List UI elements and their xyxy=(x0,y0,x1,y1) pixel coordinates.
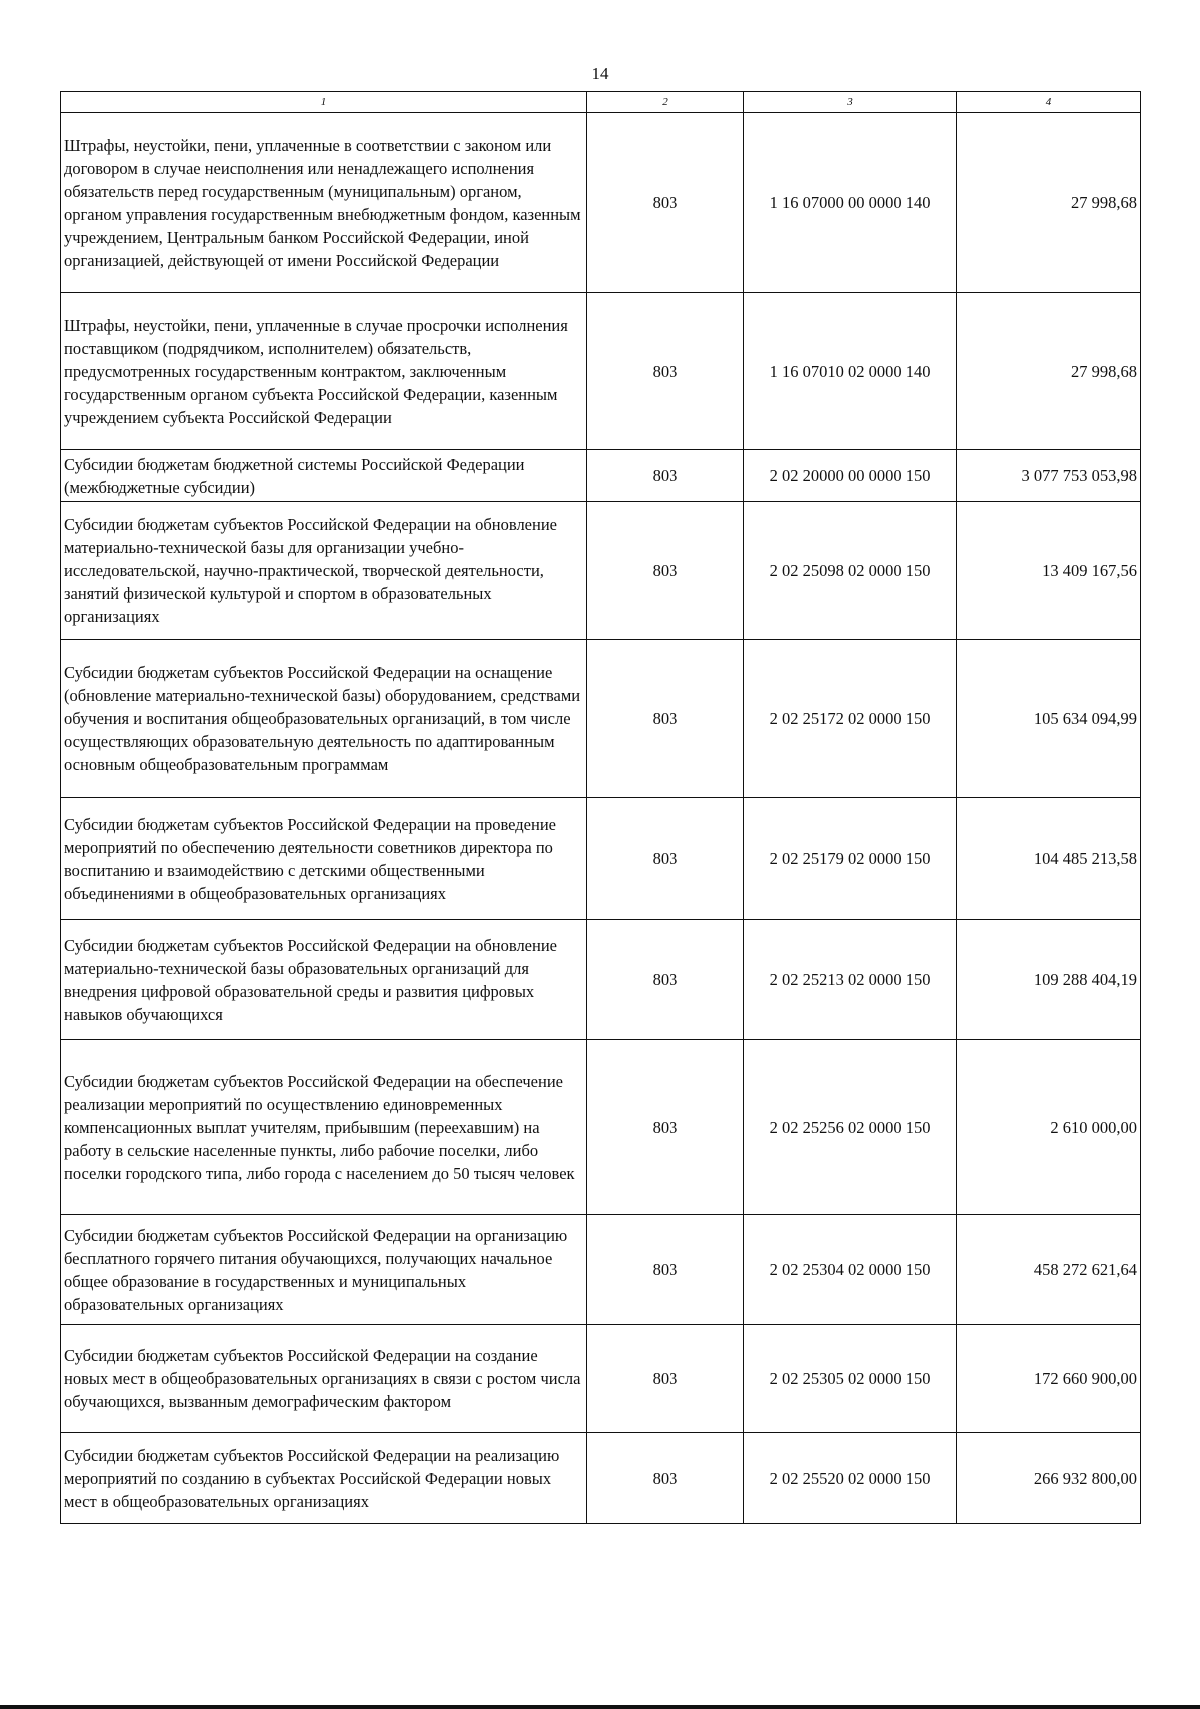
table-row xyxy=(61,920,1141,1040)
row-amount: 13 409 167,56 xyxy=(957,502,1141,640)
header-col-4: 4 xyxy=(957,92,1141,113)
row-admin-code: 803 xyxy=(587,1040,744,1215)
row-amount: 105 634 094,99 xyxy=(957,640,1141,798)
table-row xyxy=(61,1433,1141,1524)
row-description: Субсидии бюджетам субъектов Российской Федерации на оснащение (обновление материально-технической базы) оборудованием, средствами обучения и воспитания общеобразовательных организаций, в том числе осуществляющих образовательную деятельность по адаптированным основным общеобразовательным программам xyxy=(61,640,587,798)
row-budget-code: 2 02 25098 02 0000 150 xyxy=(744,502,957,640)
table-row xyxy=(61,450,1141,502)
row-amount: 2 610 000,00 xyxy=(957,1040,1141,1215)
table-row xyxy=(61,502,1141,640)
row-description: Субсидии бюджетам субъектов Российской Федерации на проведение мероприятий по обеспечению деятельности советников директора по воспитанию и взаимодействию с детскими общественными объединениями в общеобразовательных организациях xyxy=(61,798,587,920)
row-description: Штрафы, неустойки, пени, уплаченные в случае просрочки исполнения поставщиком (подрядчиком, исполнителем) обязательств, предусмотренных государственным контрактом, заключенным государственным органом субъекта Российской Федерации, казенным учреждением субъекта Российской Федерации xyxy=(61,293,587,450)
bottom-edge-line xyxy=(0,1705,1200,1709)
row-budget-code: 2 02 25172 02 0000 150 xyxy=(744,640,957,798)
row-admin-code: 803 xyxy=(587,293,744,450)
row-budget-code: 2 02 25305 02 0000 150 xyxy=(744,1325,957,1433)
page-number: 14 xyxy=(591,64,609,83)
table-row xyxy=(61,640,1141,798)
row-admin-code: 803 xyxy=(587,1433,744,1524)
row-amount: 3 077 753 053,98 xyxy=(957,450,1141,502)
row-amount: 266 932 800,00 xyxy=(957,1433,1141,1524)
row-budget-code: 2 02 25520 02 0000 150 xyxy=(744,1433,957,1524)
row-description: Штрафы, неустойки, пени, уплаченные в соответствии с законом или договором в случае неисполнения или ненадлежащего исполнения обязательств перед государственным (муниципальным) органом, органом управления государственным внебюджетным фондом, казенным учреждением, Центральным банком Российской Федерации, иной организацией, действующей от имени Российской Федерации xyxy=(61,113,587,293)
table-row xyxy=(61,113,1141,293)
row-budget-code: 2 02 20000 00 0000 150 xyxy=(744,450,957,502)
row-description: Субсидии бюджетам субъектов Российской Федерации на организацию бесплатного горячего питания обучающихся, получающих начальное общее образование в государственных и муниципальных образовательных организациях xyxy=(61,1215,587,1325)
row-description: Субсидии бюджетам субъектов Российской Федерации на обновление материально-технической базы для организации учебно-исследовательской, научно-практической, творческой деятельности, занятий физической культурой и спортом в образовательных организациях xyxy=(61,502,587,640)
header-col-1: 1 xyxy=(61,92,587,113)
row-budget-code: 1 16 07000 00 0000 140 xyxy=(744,113,957,293)
revenue-table xyxy=(60,91,1141,1524)
row-budget-code: 2 02 25213 02 0000 150 xyxy=(744,920,957,1040)
row-amount: 172 660 900,00 xyxy=(957,1325,1141,1433)
row-description: Субсидии бюджетам субъектов Российской Федерации на обеспечение реализации мероприятий по осуществлению единовременных компенсационных выплат учителям, прибывшим (переехавшим) на работу в сельские населенные пункты, либо рабочие поселки, либо поселки городского типа, либо города с населением до 50 тысяч человек xyxy=(61,1040,587,1215)
row-description: Субсидии бюджетам бюджетной системы Российской Федерации (межбюджетные субсидии) xyxy=(61,450,587,502)
row-budget-code: 1 16 07010 02 0000 140 xyxy=(744,293,957,450)
header-col-3: 3 xyxy=(744,92,957,113)
row-admin-code: 803 xyxy=(587,113,744,293)
row-description: Субсидии бюджетам субъектов Российской Федерации на создание новых мест в общеобразовательных организациях в связи с ростом числа обучающихся, вызванным демографическим фактором xyxy=(61,1325,587,1433)
row-budget-code: 2 02 25304 02 0000 150 xyxy=(744,1215,957,1325)
row-amount: 27 998,68 xyxy=(957,113,1141,293)
row-admin-code: 803 xyxy=(587,798,744,920)
header-col-2: 2 xyxy=(587,92,744,113)
row-budget-code: 2 02 25256 02 0000 150 xyxy=(744,1040,957,1215)
row-admin-code: 803 xyxy=(587,640,744,798)
table-row xyxy=(61,1040,1141,1215)
row-admin-code: 803 xyxy=(587,1215,744,1325)
row-admin-code: 803 xyxy=(587,1325,744,1433)
row-admin-code: 803 xyxy=(587,920,744,1040)
table-row xyxy=(61,1215,1141,1325)
row-budget-code: 2 02 25179 02 0000 150 xyxy=(744,798,957,920)
table-row xyxy=(61,293,1141,450)
table-row xyxy=(61,1325,1141,1433)
row-amount: 458 272 621,64 xyxy=(957,1215,1141,1325)
row-amount: 104 485 213,58 xyxy=(957,798,1141,920)
row-description: Субсидии бюджетам субъектов Российской Федерации на реализацию мероприятий по созданию в субъектах Российской Федерации новых мест в общеобразовательных организациях xyxy=(61,1433,587,1524)
row-description: Субсидии бюджетам субъектов Российской Федерации на обновление материально-технической базы образовательных организаций для внедрения цифровой образовательной среды и развития цифровых навыков обучающихся xyxy=(61,920,587,1040)
table-row xyxy=(61,798,1141,920)
table-header-row xyxy=(61,92,1141,113)
row-amount: 109 288 404,19 xyxy=(957,920,1141,1040)
row-admin-code: 803 xyxy=(587,502,744,640)
row-amount: 27 998,68 xyxy=(957,293,1141,450)
row-admin-code: 803 xyxy=(587,450,744,502)
